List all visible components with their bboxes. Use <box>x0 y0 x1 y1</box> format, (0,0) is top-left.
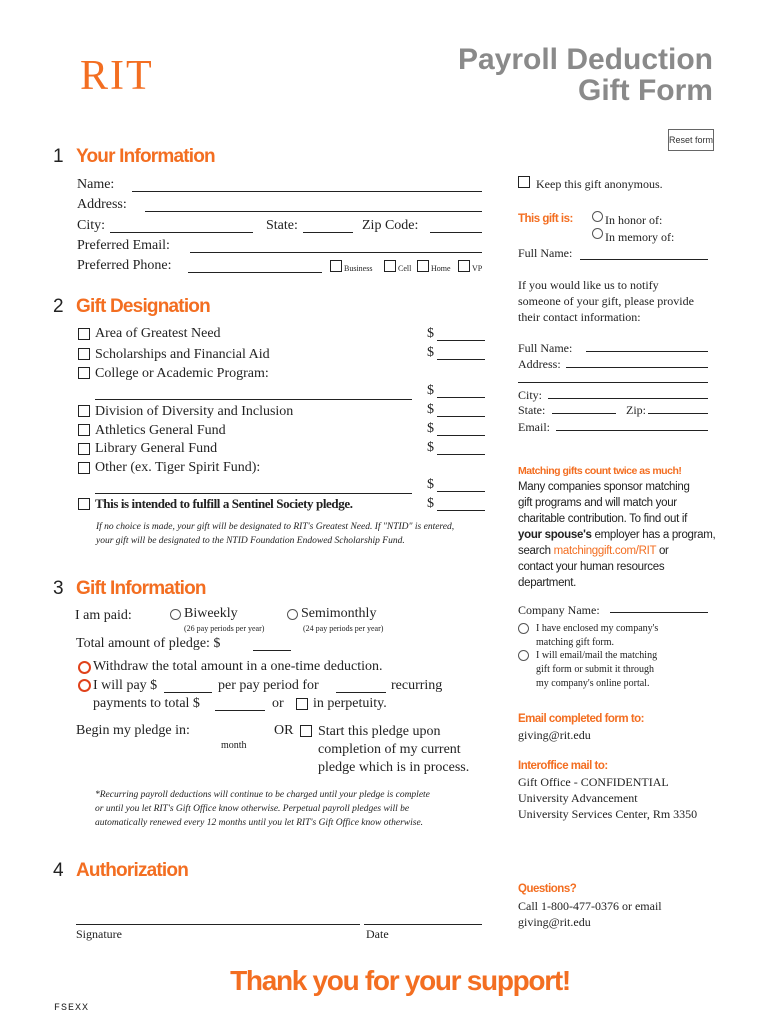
greatest-need-amount-field[interactable] <box>437 340 485 341</box>
notify-email-field[interactable] <box>556 430 708 431</box>
cell-checkbox[interactable] <box>384 260 396 272</box>
notify-line-2: someone of your gift, please provide <box>518 294 694 308</box>
athletics-amount-field[interactable] <box>437 435 485 436</box>
city-field[interactable] <box>110 232 253 233</box>
thank-you-banner: Thank you for your support! <box>230 965 570 996</box>
enclosed-label <box>536 622 658 650</box>
athletics-label: Athletics General Fund <box>95 423 226 438</box>
memory-radio[interactable] <box>592 228 603 239</box>
honor-radio[interactable] <box>592 211 603 222</box>
city-label: City: <box>77 218 106 233</box>
sentinel-label: This is intended to fulfill a Sentinel Society pledge. <box>95 496 353 511</box>
college-program-field[interactable] <box>95 399 412 400</box>
notify-city-label: City: <box>518 388 543 402</box>
anonymous-checkbox[interactable] <box>518 176 530 188</box>
signature-label: Signature <box>76 927 122 941</box>
home-label: Home <box>431 264 451 273</box>
date-field[interactable] <box>364 924 482 925</box>
notify-line-3: their contact information: <box>518 310 641 324</box>
start-after-checkbox[interactable] <box>300 725 312 737</box>
recurring-note-line-2: or until you let RIT's Gift Office know otherwise. Perpetual payroll pledges will be <box>95 804 410 814</box>
email-label: Preferred Email: <box>77 238 170 253</box>
recurring-note-line-3: automatically renewed every 12 months until you let RIT's Gift Office know otherwise. <box>95 818 424 828</box>
spouse-emphasis: your spouse's <box>518 529 592 541</box>
matching-line-3: charitable contribution. To find out if <box>518 513 688 525</box>
other-label: Other (ex. Tiger Spirit Fund): <box>95 460 261 475</box>
or-label-2: OR <box>274 723 294 738</box>
name-field[interactable] <box>132 191 482 192</box>
state-label: State: <box>266 218 298 233</box>
business-checkbox[interactable] <box>330 260 342 272</box>
scholarships-amount-field[interactable] <box>437 359 485 360</box>
sentinel-dollar-sign: $ <box>427 496 434 511</box>
notify-state-field[interactable] <box>552 413 616 414</box>
email-completed-heading: Email completed form to: <box>518 713 645 725</box>
pay-label: I will pay $ <box>93 678 158 693</box>
paid-label: I am paid: <box>75 608 132 623</box>
other-amount-field[interactable] <box>437 491 485 492</box>
matching-line-7: department. <box>518 577 577 589</box>
greatest-need-checkbox[interactable] <box>78 328 90 340</box>
payments-total-field[interactable] <box>215 710 265 711</box>
designation-note-line-1: If no choice is made, your gift will be designated to RIT's Greatest Need. If "NTID" is entered, <box>96 522 455 532</box>
library-label: Library General Fund <box>95 441 218 456</box>
notify-name-field[interactable] <box>586 351 708 352</box>
library-amount-field[interactable] <box>437 454 485 455</box>
tribute-name-label: Full Name: <box>518 246 573 260</box>
giving-email: giving@rit.edu <box>518 728 591 742</box>
memory-label: In memory of: <box>605 230 675 244</box>
office-line-2: University Advancement <box>518 791 638 805</box>
email-form-line-1: I will email/mail the matching <box>536 650 658 661</box>
one-time-label: Withdraw the total amount in a one-time deduction. <box>93 659 383 674</box>
college-program-label: College or Academic Program: <box>95 366 269 381</box>
title-line-1: Payroll Deduction <box>457 43 713 76</box>
start-after-line-2: completion of my current <box>318 742 461 757</box>
library-checkbox[interactable] <box>78 443 90 455</box>
diversity-dollar-sign: $ <box>427 402 434 417</box>
address-label: Address: <box>77 197 127 212</box>
semimonthly-sub: (24 pay periods per year) <box>303 624 384 633</box>
matching-or-text: or <box>656 545 669 557</box>
honor-label: In honor of: <box>605 213 663 227</box>
signature-field[interactable] <box>76 924 360 925</box>
questions-line-1: Call 1-800-477-0376 or email <box>518 899 662 913</box>
greatest-need-label: Area of Greatest Need <box>95 326 221 341</box>
email-form-line-2: gift form or submit it through <box>536 664 655 675</box>
greatest-need-dollar-sign: $ <box>427 326 434 341</box>
notify-address-field[interactable] <box>566 367 708 368</box>
perpetuity-label: in perpetuity. <box>313 696 387 711</box>
address-field[interactable] <box>145 211 482 212</box>
total-field[interactable] <box>253 650 291 651</box>
per-period-label: per pay period for <box>218 678 319 693</box>
or-label-1: or <box>272 696 284 711</box>
semimonthly-label: Semimonthly <box>301 606 377 621</box>
designation-note-line-2: your gift will be designated to the NTID Foundation Endowed Scholarship Fund. <box>96 536 405 546</box>
begin-label: Begin my pledge in: <box>76 723 190 738</box>
recurring-note <box>95 788 430 830</box>
office-line-1: Gift Office - CONFIDENTIAL <box>518 775 669 789</box>
matching-line-1: Many companies sponsor matching <box>518 481 690 493</box>
matching-line-4 <box>518 527 715 543</box>
college-program-amount-field[interactable] <box>437 397 485 398</box>
matching-line-5 <box>518 543 715 559</box>
sentinel-amount-field[interactable] <box>437 510 485 511</box>
enclosed-radio[interactable] <box>518 623 529 634</box>
other-checkbox[interactable] <box>78 462 90 474</box>
matching-line-2: gift programs and will match your <box>518 497 677 509</box>
company-field[interactable] <box>610 612 708 613</box>
gift-is-label: This gift is: <box>518 213 573 225</box>
form-code: FSEXX <box>54 1003 90 1014</box>
email-form-line-3: my company's online portal. <box>536 678 650 689</box>
recurring-label: recurring <box>391 678 443 693</box>
matching-line-6: contact your human resources <box>518 561 665 573</box>
section-2-title: Gift Designation <box>76 296 210 317</box>
section-3-number: 3 <box>53 578 64 599</box>
section-1-title: Your Information <box>76 146 215 167</box>
notify-text <box>518 277 694 325</box>
phone-field[interactable] <box>188 272 322 273</box>
notify-address-field-2[interactable] <box>518 382 708 383</box>
page-title <box>458 44 713 106</box>
designation-note <box>96 520 454 548</box>
business-label: Business <box>344 264 373 273</box>
email-form-label <box>536 649 657 691</box>
matching-line-4-rest: employer has a program, <box>591 529 716 541</box>
start-after-line-3: pledge which is in process. <box>318 760 470 775</box>
vp-checkbox[interactable] <box>458 260 470 272</box>
biweekly-label: Biweekly <box>184 606 238 621</box>
date-label: Date <box>366 927 389 941</box>
recurring-note-line-1: *Recurring payroll deductions will continue to be charged until your pledge is complete <box>95 790 430 800</box>
start-after-line-1: Start this pledge upon <box>318 724 441 739</box>
notify-name-label: Full Name: <box>518 341 573 355</box>
section-3-title: Gift Information <box>76 578 206 599</box>
matching-heading: Matching gifts count twice as much! <box>518 465 682 477</box>
perpetuity-checkbox[interactable] <box>296 698 308 710</box>
interoffice-heading: Interoffice mail to: <box>518 760 608 772</box>
section-1-number: 1 <box>53 146 64 167</box>
diversity-label: Division of Diversity and Inclusion <box>95 404 294 419</box>
questions-line-2: giving@rit.edu <box>518 915 591 929</box>
athletics-checkbox[interactable] <box>78 424 90 436</box>
notify-email-label: Email: <box>518 420 550 434</box>
tribute-name-field[interactable] <box>580 259 708 260</box>
matching-gift-link[interactable]: matchinggift.com/RIT <box>553 545 657 557</box>
scholarships-checkbox[interactable] <box>78 348 90 360</box>
title-line-2: Gift Form <box>578 74 713 107</box>
diversity-checkbox[interactable] <box>78 405 90 417</box>
cell-label: Cell <box>398 264 412 273</box>
biweekly-sub: (26 pay periods per year) <box>184 624 265 633</box>
email-form-radio[interactable] <box>518 650 529 661</box>
diversity-amount-field[interactable] <box>437 416 485 417</box>
notify-city-field[interactable] <box>548 398 708 399</box>
section-4-title: Authorization <box>76 860 189 881</box>
month-label: month <box>221 740 247 751</box>
email-field[interactable] <box>190 252 482 253</box>
anonymous-label: Keep this gift anonymous. <box>536 177 663 191</box>
scholarships-label: Scholarships and Financial Aid <box>95 347 270 362</box>
other-field[interactable] <box>95 493 412 494</box>
state-field[interactable] <box>303 232 353 233</box>
matching-search-text: search <box>518 545 554 557</box>
rit-logo: RIT <box>80 53 154 99</box>
athletics-dollar-sign: $ <box>427 421 434 436</box>
notify-zip-field[interactable] <box>648 413 708 414</box>
questions-heading: Questions? <box>518 883 577 895</box>
scholarships-dollar-sign: $ <box>427 345 434 360</box>
one-time-radio[interactable] <box>78 661 91 674</box>
office-address <box>518 774 697 822</box>
zip-label: Zip Code: <box>362 218 419 233</box>
matching-text <box>518 479 715 591</box>
payments-total-label: payments to total $ <box>93 696 200 711</box>
questions-text <box>518 898 662 930</box>
college-program-checkbox[interactable] <box>78 367 90 379</box>
enclosed-line-2: matching gift form. <box>536 637 615 648</box>
home-checkbox[interactable] <box>417 260 429 272</box>
college-program-dollar-sign: $ <box>427 383 434 398</box>
other-dollar-sign: $ <box>427 477 434 492</box>
notify-zip-label: Zip: <box>626 403 646 417</box>
recurring-radio[interactable] <box>78 679 91 692</box>
enclosed-line-1: I have enclosed my company's <box>536 623 659 634</box>
section-2-number: 2 <box>53 296 64 317</box>
section-4-number: 4 <box>53 860 64 881</box>
total-label: Total amount of pledge: $ <box>76 636 221 651</box>
phone-label: Preferred Phone: <box>77 258 172 273</box>
reset-form-button[interactable]: Reset form <box>668 129 714 151</box>
notify-state-label: State: <box>518 403 546 417</box>
semimonthly-radio[interactable] <box>287 609 298 620</box>
sentinel-checkbox[interactable] <box>78 498 90 510</box>
company-label: Company Name: <box>518 603 600 617</box>
start-after-label <box>318 723 469 777</box>
pay-amount-field[interactable] <box>164 692 212 693</box>
biweekly-radio[interactable] <box>170 609 181 620</box>
name-label: Name: <box>77 177 115 192</box>
library-dollar-sign: $ <box>427 440 434 455</box>
vp-label: VP <box>472 264 483 273</box>
period-count-field[interactable] <box>336 692 386 693</box>
zip-field[interactable] <box>430 232 482 233</box>
notify-address-label: Address: <box>518 357 561 371</box>
office-line-3: University Services Center, Rm 3350 <box>518 807 698 821</box>
notify-line-1: If you would like us to notify <box>518 278 659 292</box>
